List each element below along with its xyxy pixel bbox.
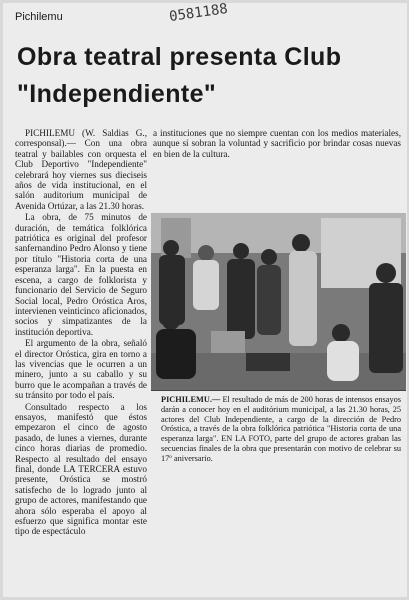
article-column-1	[15, 128, 147, 598]
article-paragraph: a instituciones que no siempre cuentan con los medios materiales, aunque sí sobran la voluntad y sacrificio por brindar cosas nuevas en bien de la cultura.	[153, 128, 401, 159]
article-column-2	[153, 128, 401, 208]
newspaper-clipping	[3, 0, 407, 597]
photo-caption	[161, 395, 401, 464]
article-paragraph: Consultado respecto a los ensayos, manifestó que éstos empezaron el cinco de agosto pasado, de lunes a viernes, durante cinco horas diarias de promedio. Respecto al resultado del ensayo final, donde LA TERCERA estuvo presente, Oróstica se mostró satisfecho de lo logrado junto al grupo de actores, manifestando que ahora sólo esperaba el apoyo al esfuerzo que significa montar este tipo de espectáculo	[15, 401, 147, 537]
photo-illustration	[151, 213, 406, 391]
caption-body: El resultado de más de 200 horas de intensos ensayos darán a conocer hoy en el auditórium municipal, a las 21.30 horas, 25 actores del Club Independiente, a cargo de la dirección de Pedro Oróstica, a través de la obra folklórica patriótica "Historia corta de una esperanza larga". EN LA FOTO, parte del grupo de actores graban las secuencias finales de la obra que presentarán con motivo de celebrar su 17º aniversario.	[161, 395, 401, 463]
article-paragraph: PICHILEMU (W. Saldias G., corresponsal).— Con una obra teatral y bailables con orquesta el Club Deportivo "Independiente" celebrará hoy viernes sus dieciseis años de vida institucional, en el salón auditorium municipal de Avenida Ortúzar, a las 21.30 horas.	[15, 128, 147, 211]
handwritten-date: 0581188	[168, 0, 229, 26]
news-photo	[151, 213, 406, 391]
kicker: Pichilemu	[15, 11, 63, 23]
article-paragraph: La obra, de 75 minutos de duración, de temática folklórica patriótica es original del profesor sanfernandino Pedro Alonso y tiene por título "Historia corta de una esperanza larga". En la puesta en escena, a cargo de folklorista y funcionario del Servicio de Seguro Social local, Pedro Oróstica Aros, intervienen veinticinco aficionados, socios y simpatizantes de la institución deportiva.	[15, 212, 147, 337]
caption-lead: PICHILEMU.—	[161, 395, 221, 404]
headline: Obra teatral presenta Club "Independiente"	[17, 43, 342, 108]
article-paragraph: El argumento de la obra, señaló el director Oróstica, gira en torno a las vivencias que le ocurren a un minero, junto a su caballo y su burro que le acompañan a través de su tránsito por todo el país.	[15, 338, 147, 401]
